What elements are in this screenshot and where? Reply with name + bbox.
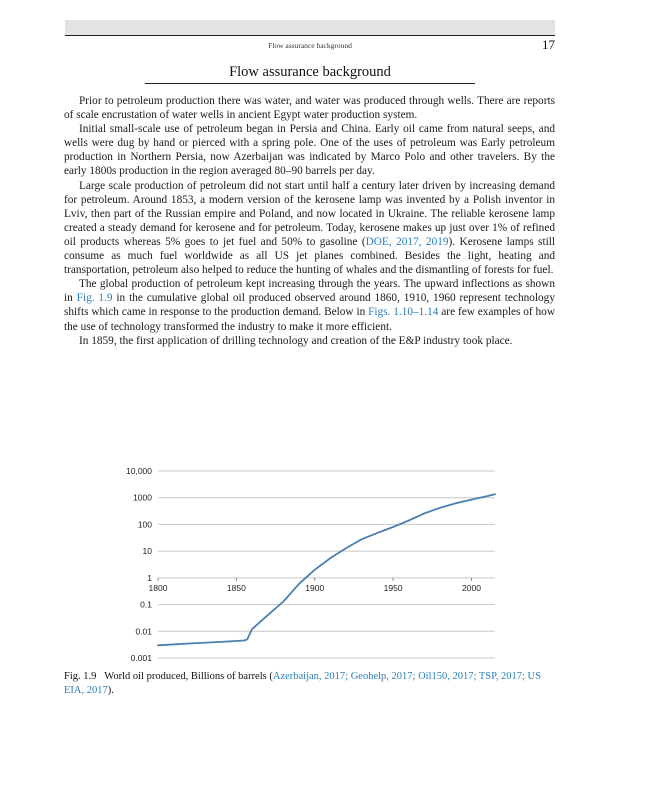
caption-references-link[interactable]: Azerbaijan, 2017; Geohelp, 2017; Oil150, 2017; TSP, 2017; US EIA, 2017 bbox=[64, 671, 541, 696]
paragraph-3-text-b: ). Kerosene lamps still consume as much fuel worldwide as all US jet planes combined. Besides the light, heating and transportation, petroleum also helped to reduce the hunting of whales and the dismantling of forests for fuel. bbox=[64, 235, 555, 277]
paragraph-3 bbox=[64, 179, 555, 278]
figs-1-10-1-14-link[interactable]: Figs. 1.10–1.14 bbox=[368, 306, 439, 319]
header-bar bbox=[65, 20, 555, 35]
y-tick-label: 10 bbox=[142, 546, 152, 557]
running-head: Flow assurance background bbox=[268, 41, 352, 50]
series-line bbox=[158, 494, 495, 645]
caption-label: Fig. 1.9 bbox=[64, 671, 97, 682]
x-tick-label: 2000 bbox=[462, 582, 481, 593]
paragraph-2: Initial small-scale use of petroleum began in Persia and China. Early oil came from natural seeps, and wells were dug by hand or pierced with a spring pole. One of the uses of petroleum was Early petroleum production in Northern Persia, now Azerbaijan was indicated by Marco Polo and other travelers. By the early 1800s production in the region averaged 80–90 barrels per day. bbox=[64, 123, 555, 178]
doe-reference-link[interactable]: DOE, 2017, 2019 bbox=[365, 235, 449, 248]
paragraph-4 bbox=[64, 277, 555, 333]
title-rule bbox=[145, 83, 475, 84]
x-tick-label: 1800 bbox=[148, 582, 168, 593]
paragraph-4-text-a: The global production of petroleum kept increasing through the years. The upward inflections as shown in bbox=[64, 278, 555, 305]
fig-1-9-link[interactable]: Fig. 1.9 bbox=[76, 292, 113, 305]
y-tick-label: 10,000 bbox=[126, 466, 152, 476]
y-tick-label: 100 bbox=[137, 519, 152, 530]
figure-1-9 bbox=[100, 460, 520, 670]
x-tick-label: 1850 bbox=[226, 582, 246, 593]
page-number: 17 bbox=[542, 37, 555, 52]
y-tick-label: 1000 bbox=[133, 492, 152, 503]
x-tick-label: 1950 bbox=[383, 582, 403, 593]
caption-text: World oil produced, Billions of barrels ( bbox=[104, 671, 273, 682]
paragraph-3-text-a: Large scale production of petroleum did not start until half a century later driven by increasing demand for petroleum. Around 1853, a modern version of the kerosene lamp was invented by a Polish inventor in Lviv, then part of the Russian empire and Poland, and now located in Ukraine. The reliable kerosene lamp created a steady demand for kerosene and for petroleum. Today, kerosene makes up just over 1% of refined oil products whereas 5% goes to jet fuel and 50% to gasoline ( bbox=[64, 179, 555, 248]
oil-production-chart bbox=[100, 460, 520, 670]
paragraph-4-text-b: in the cumulative global oil produced observed around 1860, 1910, 1960 represent technology shifts which came in response to the production demand. Below in bbox=[64, 292, 555, 319]
figure-caption bbox=[64, 670, 555, 698]
paragraph-1: Prior to petroleum production there was water, and water was produced through wells. There are reports of scale encrustation of water wells in ancient Egypt water production system. bbox=[64, 95, 555, 122]
x-tick-label: 1900 bbox=[305, 582, 325, 593]
paragraph-4-text-c: are few examples of how the use of technology transformed the industry to make it more efficient. bbox=[64, 306, 555, 333]
y-tick-label: 1 bbox=[147, 572, 152, 583]
section-title: Flow assurance background bbox=[229, 64, 391, 80]
y-tick-label: 0.1 bbox=[140, 599, 152, 610]
y-tick-label: 0.001 bbox=[130, 653, 152, 663]
caption-close: ). bbox=[107, 685, 114, 696]
y-tick-label: 0.01 bbox=[135, 626, 152, 637]
body-text bbox=[64, 94, 555, 348]
paragraph-5: In 1859, the first application of drilling technology and creation of the E&P industry took place. bbox=[79, 334, 513, 347]
header-rule bbox=[65, 35, 555, 36]
